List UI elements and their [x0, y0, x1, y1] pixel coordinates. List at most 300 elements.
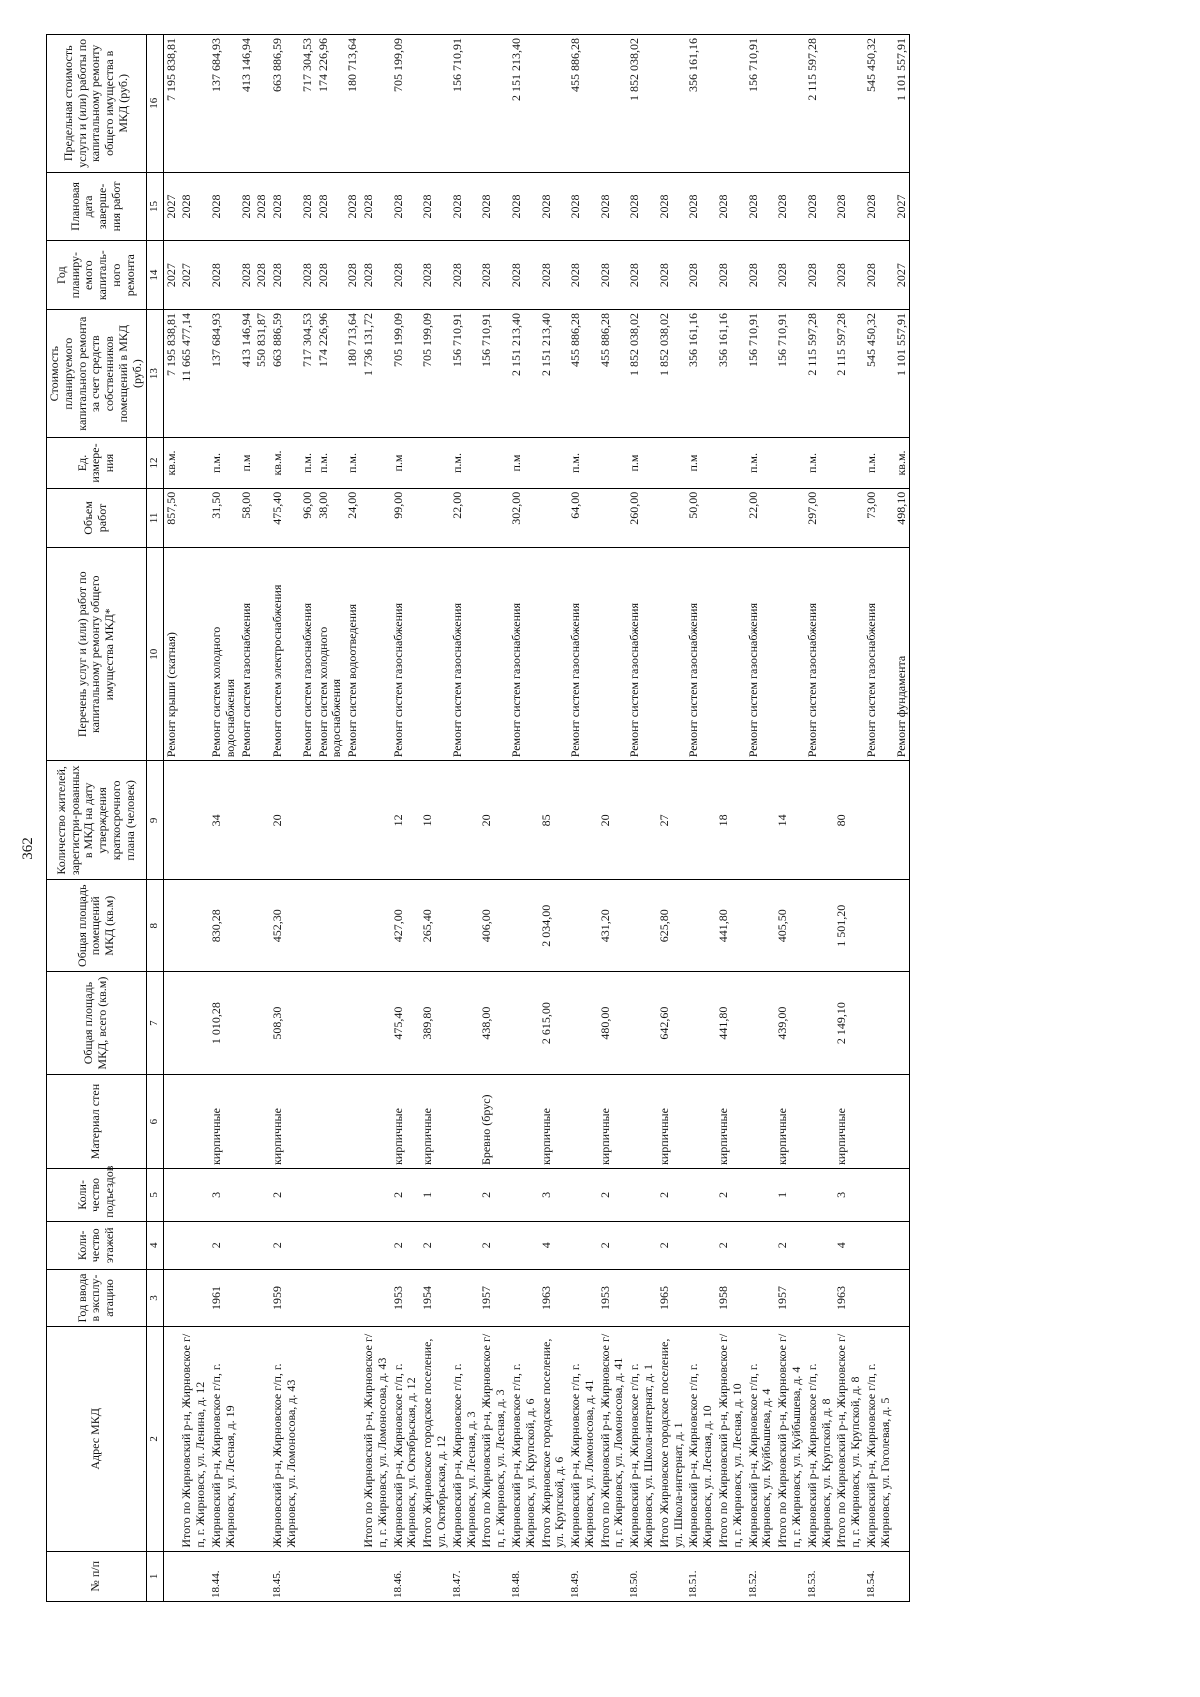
table-row [391, 35, 421, 1602]
work-type-cell: Ремонт систем водоотведения [345, 548, 361, 761]
wall-material-cell: кирпичные [775, 1075, 805, 1169]
entrances-count-cell [450, 1169, 480, 1222]
year-built-cell [300, 1269, 316, 1326]
row-number-cell [420, 1551, 450, 1601]
table-row [239, 35, 255, 1602]
work-type-cell: Ремонт систем газоснабжения [450, 548, 480, 761]
year-built-cell [627, 1269, 657, 1326]
completion-date-cell: 2028 [300, 172, 316, 241]
work-volume-cell [657, 488, 687, 548]
unit-cell: кв.м. [270, 438, 300, 488]
address-cell: Жирновский р-н, Жирновское г/п, г. Жирновск, ул. Гоголевая, д. 5 [864, 1327, 894, 1552]
column-number: 1 [146, 1551, 163, 1601]
wall-material-cell: Бревно (брус) [479, 1075, 509, 1169]
completion-date-cell: 2028 [627, 172, 657, 241]
residents-count-cell [686, 761, 716, 880]
row-number-cell [163, 1551, 179, 1601]
unit-cell [775, 438, 805, 488]
header-cell: № п/п [47, 1551, 147, 1601]
limit-cost-cell [775, 35, 805, 173]
completion-date-cell: 2028 [509, 172, 539, 241]
total-area-cell: 642,60 [657, 972, 687, 1075]
premises-area-cell [239, 880, 255, 972]
unit-cell [598, 438, 628, 488]
table-row [746, 35, 776, 1602]
completion-date-cell: 2028 [686, 172, 716, 241]
year-built-cell [361, 1269, 391, 1326]
table-row [686, 35, 716, 1602]
wall-material-cell [864, 1075, 894, 1169]
work-volume-cell: 73,00 [864, 488, 894, 548]
residents-count-cell [163, 761, 179, 880]
work-volume-cell: 58,00 [239, 488, 255, 548]
work-volume-cell [254, 488, 270, 548]
wall-material-cell [627, 1075, 657, 1169]
row-number-cell [539, 1551, 569, 1601]
header-cell: Перечень услуг и (или) работ по капитальному ремонту общего имущества МКД* [47, 548, 147, 761]
limit-cost-cell: 156 710,91 [746, 35, 776, 173]
limit-cost-cell: 717 304,53 [300, 35, 316, 173]
table-row [209, 35, 239, 1602]
row-number-cell [300, 1551, 316, 1601]
address-cell: Итого по Жирновский р-н, Жирновское г/п, г. Жирновск, ул. Ломоносова, д. 43 [361, 1327, 391, 1552]
entrances-count-cell: 2 [657, 1169, 687, 1222]
year-built-cell: 1957 [479, 1269, 509, 1326]
column-number: 10 [146, 548, 163, 761]
table-row [598, 35, 628, 1602]
unit-cell: п.м. [316, 438, 346, 488]
address-cell: Итого по Жирновский р-н, Жирновское г/п, г. Жирновск, ул. Куйбышева, д. 4 [775, 1327, 805, 1552]
floors-count-cell [864, 1221, 894, 1269]
address-cell [163, 1327, 179, 1552]
year-built-cell: 1957 [775, 1269, 805, 1326]
total-area-cell: 389,80 [420, 972, 450, 1075]
entrances-count-cell [361, 1169, 391, 1222]
wall-material-cell: кирпичные [270, 1075, 300, 1169]
owner-cost-cell: 2 151 213,40 [539, 310, 569, 438]
table-row [270, 35, 300, 1602]
year-built-cell [345, 1269, 361, 1326]
work-type-cell: Ремонт систем газоснабжения [239, 548, 255, 761]
limit-cost-cell [657, 35, 687, 173]
owner-cost-cell: 705 199,09 [420, 310, 450, 438]
table-row [345, 35, 361, 1602]
column-number: 6 [146, 1075, 163, 1169]
residents-count-cell [746, 761, 776, 880]
owner-cost-cell: 455 886,28 [568, 310, 598, 438]
completion-date-cell: 2028 [568, 172, 598, 241]
premises-area-cell [746, 880, 776, 972]
address-cell: Итого Жирновское городское поселение, ул. Школа-интернат, д. 1 [657, 1327, 687, 1552]
limit-cost-cell [254, 35, 270, 173]
completion-date-cell: 2028 [179, 172, 209, 241]
table-row [254, 35, 270, 1602]
entrances-count-cell: 3 [834, 1169, 864, 1222]
repair-year-cell: 2028 [509, 241, 539, 310]
address-cell: Итого Жирновское городское поселение, ул. Октябрьская, д. 12 [420, 1327, 450, 1552]
wall-material-cell [163, 1075, 179, 1169]
premises-area-cell: 265,40 [420, 880, 450, 972]
total-area-cell [179, 972, 209, 1075]
wall-material-cell [746, 1075, 776, 1169]
address-cell: Итого по Жирновский р-н, Жирновское г/п, г. Жирновск, ул. Лесная, д. 3 [479, 1327, 509, 1552]
entrances-count-cell [568, 1169, 598, 1222]
year-built-cell [864, 1269, 894, 1326]
owner-cost-cell: 137 684,93 [209, 310, 239, 438]
owner-cost-cell: 356 161,16 [686, 310, 716, 438]
total-area-cell [686, 972, 716, 1075]
completion-date-cell: 2028 [239, 172, 255, 241]
table-body [163, 35, 910, 1602]
header-cell: Коли-чество этажей [47, 1221, 147, 1269]
total-area-cell [805, 972, 835, 1075]
work-volume-cell: 297,00 [805, 488, 835, 548]
residents-count-cell: 18 [716, 761, 746, 880]
repair-year-cell: 2028 [391, 241, 421, 310]
year-built-cell [179, 1269, 209, 1326]
premises-area-cell: 427,00 [391, 880, 421, 972]
year-built-cell [746, 1269, 776, 1326]
year-built-cell [316, 1269, 346, 1326]
limit-cost-cell [716, 35, 746, 173]
address-cell: Жирновский р-н, Жирновское г/п, г. Жирновск, ул. Октябрьская, д. 12 [391, 1327, 421, 1552]
header-cell: Предельная стоимость услуги и (или) работы по капитальному ремонту общего имущества в МКД (руб.) [47, 35, 147, 173]
entrances-count-cell: 3 [539, 1169, 569, 1222]
year-built-cell [894, 1269, 910, 1326]
address-cell: Итого по Жирновский р-н, Жирновское г/п, г. Жирновск, ул. Лесная, д. 10 [716, 1327, 746, 1552]
premises-area-cell [345, 880, 361, 972]
work-volume-cell [420, 488, 450, 548]
floors-count-cell [254, 1221, 270, 1269]
owner-cost-cell: 2 115 597,28 [805, 310, 835, 438]
repair-year-cell: 2028 [300, 241, 316, 310]
column-number: 14 [146, 241, 163, 310]
floors-count-cell: 2 [657, 1221, 687, 1269]
premises-area-cell: 830,28 [209, 880, 239, 972]
unit-cell: кв.м. [894, 438, 910, 488]
owner-cost-cell: 550 831,87 [254, 310, 270, 438]
entrances-count-cell [254, 1169, 270, 1222]
work-volume-cell [479, 488, 509, 548]
total-area-cell [239, 972, 255, 1075]
floors-count-cell [686, 1221, 716, 1269]
owner-cost-cell: 180 713,64 [345, 310, 361, 438]
work-type-cell: Ремонт систем холодного водоснабжения [209, 548, 239, 761]
repair-year-cell: 2028 [270, 241, 300, 310]
limit-cost-cell [834, 35, 864, 173]
premises-area-cell [361, 880, 391, 972]
floors-count-cell: 4 [834, 1221, 864, 1269]
address-cell: Жирновский р-н, Жирновское г/п, г. Жирновск, ул. Лесная, д. 3 [450, 1327, 480, 1552]
entrances-count-cell [316, 1169, 346, 1222]
year-built-cell [254, 1269, 270, 1326]
work-type-cell [479, 548, 509, 761]
header-cell: Количество жителей, зарегистри-рованных в МКД на дату утверждения краткосрочного плана (человек) [47, 761, 147, 880]
residents-count-cell [179, 761, 209, 880]
work-type-cell: Ремонт систем газоснабжения [864, 548, 894, 761]
floors-count-cell: 2 [391, 1221, 421, 1269]
header-cell: Объем работ [47, 488, 147, 548]
total-area-cell [509, 972, 539, 1075]
work-volume-cell [539, 488, 569, 548]
header-cell: Коли-чество подъездов [47, 1169, 147, 1222]
column-number: 3 [146, 1269, 163, 1326]
total-area-cell: 1 010,28 [209, 972, 239, 1075]
repair-year-cell: 2028 [657, 241, 687, 310]
work-type-cell: Ремонт систем газоснабжения [509, 548, 539, 761]
page-number: 362 [20, 837, 36, 860]
entrances-count-cell: 1 [420, 1169, 450, 1222]
completion-date-cell: 2028 [450, 172, 480, 241]
limit-cost-cell: 1 101 557,91 [894, 35, 910, 173]
residents-count-cell: 80 [834, 761, 864, 880]
header-cell: Ед. измере-ния [47, 438, 147, 488]
floors-count-cell: 2 [270, 1221, 300, 1269]
address-cell: Итого по Жирновский р-н, Жирновское г/п, г. Жирновск, ул. Ленина, д. 12 [179, 1327, 209, 1552]
table-row [894, 35, 910, 1602]
work-volume-cell: 24,00 [345, 488, 361, 548]
work-volume-cell: 31,50 [209, 488, 239, 548]
year-built-cell [568, 1269, 598, 1326]
limit-cost-cell: 2 151 213,40 [509, 35, 539, 173]
row-number-cell [657, 1551, 687, 1601]
completion-date-cell: 2028 [209, 172, 239, 241]
work-volume-cell: 50,00 [686, 488, 716, 548]
work-volume-cell [598, 488, 628, 548]
floors-count-cell [179, 1221, 209, 1269]
year-built-cell: 1961 [209, 1269, 239, 1326]
repair-year-cell: 2028 [539, 241, 569, 310]
premises-area-cell [627, 880, 657, 972]
wall-material-cell [509, 1075, 539, 1169]
row-number-cell: 18.54. [864, 1551, 894, 1601]
repair-year-cell: 2028 [254, 241, 270, 310]
residents-count-cell: 27 [657, 761, 687, 880]
total-area-cell [300, 972, 316, 1075]
work-volume-cell [716, 488, 746, 548]
residents-count-cell: 14 [775, 761, 805, 880]
column-number: 16 [146, 35, 163, 173]
column-number: 15 [146, 172, 163, 241]
repair-plan-table [46, 34, 910, 1602]
total-area-cell [316, 972, 346, 1075]
repair-year-cell: 2028 [345, 241, 361, 310]
limit-cost-cell: 180 713,64 [345, 35, 361, 173]
unit-cell [657, 438, 687, 488]
floors-count-cell [450, 1221, 480, 1269]
address-cell: Итого по Жирновский р-н, Жирновское г/п, г. Жирновск, ул. Ломоносова, д. 41 [598, 1327, 628, 1552]
owner-cost-cell: 1 852 038,02 [657, 310, 687, 438]
total-area-cell [254, 972, 270, 1075]
premises-area-cell [450, 880, 480, 972]
address-cell [345, 1327, 361, 1552]
work-type-cell: Ремонт систем электроснабжения [270, 548, 300, 761]
completion-date-cell: 2028 [716, 172, 746, 241]
premises-area-cell: 1 501,20 [834, 880, 864, 972]
row-number-cell: 18.48. [509, 1551, 539, 1601]
residents-count-cell: 20 [270, 761, 300, 880]
entrances-count-cell [509, 1169, 539, 1222]
total-area-cell: 2 149,10 [834, 972, 864, 1075]
limit-cost-cell: 356 161,16 [686, 35, 716, 173]
work-type-cell: Ремонт систем газоснабжения [568, 548, 598, 761]
total-area-cell: 480,00 [598, 972, 628, 1075]
wall-material-cell [805, 1075, 835, 1169]
residents-count-cell [316, 761, 346, 880]
header-cell: Плановая дата заверше-ния работ [47, 172, 147, 241]
unit-cell [179, 438, 209, 488]
address-cell: Жирновский р-н, Жирновское г/п, г. Жирновск, ул. Лесная, д. 19 [209, 1327, 239, 1552]
floors-count-cell: 2 [479, 1221, 509, 1269]
owner-cost-cell: 356 161,16 [716, 310, 746, 438]
unit-cell [716, 438, 746, 488]
work-type-cell: Ремонт систем газоснабжения [746, 548, 776, 761]
total-area-cell: 475,40 [391, 972, 421, 1075]
wall-material-cell [568, 1075, 598, 1169]
table-row [568, 35, 598, 1602]
limit-cost-cell: 413 146,94 [239, 35, 255, 173]
table-row [450, 35, 480, 1602]
year-built-cell [450, 1269, 480, 1326]
owner-cost-cell: 156 710,91 [479, 310, 509, 438]
address-cell: Жирновский р-н, Жирновское г/п, г. Жирновск, ул. Школа-интернат, д. 1 [627, 1327, 657, 1552]
limit-cost-cell [598, 35, 628, 173]
address-cell: Жирновский р-н, Жирновское г/п, г. Жирновск, ул. Ломоносова, д. 43 [270, 1327, 300, 1552]
completion-date-cell: 2027 [894, 172, 910, 241]
entrances-count-cell: 2 [716, 1169, 746, 1222]
completion-date-cell: 2028 [598, 172, 628, 241]
floors-count-cell [805, 1221, 835, 1269]
row-number-cell [479, 1551, 509, 1601]
residents-count-cell: 20 [479, 761, 509, 880]
table-row [179, 35, 209, 1602]
residents-count-cell [450, 761, 480, 880]
address-cell: Жирновский р-н, Жирновское г/п, г. Жирновск, ул. Куйбышева, д. 4 [746, 1327, 776, 1552]
table-row [716, 35, 746, 1602]
residents-count-cell [864, 761, 894, 880]
table-row [627, 35, 657, 1602]
table-row [163, 35, 179, 1602]
owner-cost-cell: 717 304,53 [300, 310, 316, 438]
unit-cell: п.м [627, 438, 657, 488]
work-type-cell [179, 548, 209, 761]
total-area-cell [163, 972, 179, 1075]
residents-count-cell [568, 761, 598, 880]
owner-cost-cell: 1 852 038,02 [627, 310, 657, 438]
completion-date-cell: 2028 [479, 172, 509, 241]
work-volume-cell: 22,00 [450, 488, 480, 548]
owner-cost-cell: 7 195 838,81 [163, 310, 179, 438]
limit-cost-cell: 705 199,09 [391, 35, 421, 173]
completion-date-cell: 2028 [316, 172, 346, 241]
work-volume-cell: 22,00 [746, 488, 776, 548]
repair-year-cell: 2028 [568, 241, 598, 310]
work-type-cell: Ремонт систем газоснабжения [805, 548, 835, 761]
entrances-count-cell [239, 1169, 255, 1222]
column-number: 8 [146, 880, 163, 972]
table-row [479, 35, 509, 1602]
wall-material-cell [179, 1075, 209, 1169]
header-cell: Год планиру-емого капиталь-ного ремонта [47, 241, 147, 310]
floors-count-cell: 4 [539, 1221, 569, 1269]
wall-material-cell [894, 1075, 910, 1169]
wall-material-cell [450, 1075, 480, 1169]
unit-cell [361, 438, 391, 488]
repair-year-cell: 2028 [479, 241, 509, 310]
year-built-cell: 1953 [598, 1269, 628, 1326]
floors-count-cell [746, 1221, 776, 1269]
floors-count-cell: 2 [209, 1221, 239, 1269]
row-number-cell [345, 1551, 361, 1601]
completion-date-cell: 2028 [539, 172, 569, 241]
row-number-cell: 18.45. [270, 1551, 300, 1601]
repair-year-cell: 2028 [239, 241, 255, 310]
wall-material-cell [316, 1075, 346, 1169]
premises-area-cell: 406,00 [479, 880, 509, 972]
work-type-cell [657, 548, 687, 761]
work-type-cell [361, 548, 391, 761]
unit-cell: п.м [391, 438, 421, 488]
table-row [864, 35, 894, 1602]
completion-date-cell: 2028 [657, 172, 687, 241]
row-number-cell: 18.47. [450, 1551, 480, 1601]
year-built-cell: 1959 [270, 1269, 300, 1326]
work-volume-cell: 498,10 [894, 488, 910, 548]
row-number-cell [254, 1551, 270, 1601]
year-built-cell: 1965 [657, 1269, 687, 1326]
limit-cost-cell: 137 684,93 [209, 35, 239, 173]
year-built-cell: 1958 [716, 1269, 746, 1326]
unit-cell [834, 438, 864, 488]
entrances-count-cell: 2 [598, 1169, 628, 1222]
residents-count-cell [254, 761, 270, 880]
limit-cost-cell: 156 710,91 [450, 35, 480, 173]
owner-cost-cell: 455 886,28 [598, 310, 628, 438]
year-built-cell [163, 1269, 179, 1326]
repair-year-cell: 2028 [716, 241, 746, 310]
address-cell: Жирновский р-н, Жирновское г/п, г. Жирновск, ул. Крупской, д. 8 [805, 1327, 835, 1552]
total-area-cell [568, 972, 598, 1075]
work-type-cell [598, 548, 628, 761]
entrances-count-cell [686, 1169, 716, 1222]
table-row [420, 35, 450, 1602]
owner-cost-cell: 156 710,91 [746, 310, 776, 438]
row-number-cell: 18.46. [391, 1551, 421, 1601]
repair-year-cell: 2027 [894, 241, 910, 310]
limit-cost-cell [479, 35, 509, 173]
work-type-cell: Ремонт систем газоснабжения [686, 548, 716, 761]
year-built-cell: 1963 [834, 1269, 864, 1326]
row-number-cell [598, 1551, 628, 1601]
limit-cost-cell: 7 195 838,81 [163, 35, 179, 173]
residents-count-cell [627, 761, 657, 880]
wall-material-cell [345, 1075, 361, 1169]
address-cell [894, 1327, 910, 1552]
owner-cost-cell: 11 665 477,14 [179, 310, 209, 438]
floors-count-cell [509, 1221, 539, 1269]
unit-cell [420, 438, 450, 488]
year-built-cell: 1953 [391, 1269, 421, 1326]
table-row [539, 35, 569, 1602]
limit-cost-cell: 1 852 038,02 [627, 35, 657, 173]
wall-material-cell: кирпичные [209, 1075, 239, 1169]
total-area-cell [627, 972, 657, 1075]
table-row [805, 35, 835, 1602]
column-number: 7 [146, 972, 163, 1075]
completion-date-cell: 2028 [254, 172, 270, 241]
limit-cost-cell: 174 226,96 [316, 35, 346, 173]
completion-date-cell: 2028 [834, 172, 864, 241]
